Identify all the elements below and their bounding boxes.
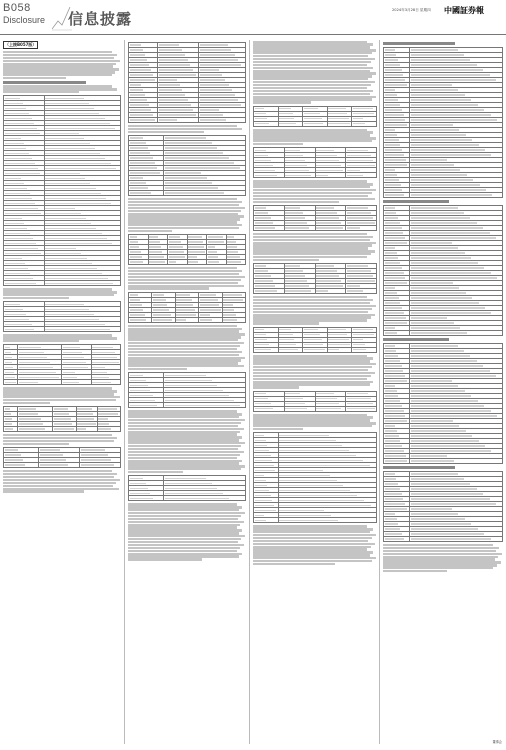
text-line [253,201,339,203]
text-line [128,354,239,356]
text-line [3,57,114,59]
text-line [3,485,113,487]
text-line [383,547,499,549]
text-line [128,521,244,523]
text-line [3,297,69,299]
text-line [3,60,120,62]
text-line [253,87,367,89]
continuation-label: （上接B057版） [5,42,37,47]
text-line [3,479,120,481]
column-divider [379,40,380,744]
text-line [383,544,493,546]
text-line [253,93,370,95]
text-line [3,476,114,478]
text-line [128,419,245,421]
text-line [128,550,237,552]
text-line [253,90,373,92]
data-table [128,292,246,323]
text-line [128,342,244,344]
section-heading [383,338,449,341]
text-line [128,457,237,459]
text-line [253,143,303,145]
text-line [128,230,172,232]
text-line [383,550,496,552]
data-table [253,391,377,412]
text-line [3,473,117,475]
text-line [3,482,116,484]
text-line [128,287,209,289]
text-line [128,128,242,130]
column-divider [124,40,125,744]
text-line [253,537,372,539]
data-table [253,327,377,353]
text-line [3,91,79,93]
text-line [128,428,244,430]
text-line [253,236,373,238]
data-table [3,95,121,286]
text-line [128,201,242,203]
data-table [3,344,121,385]
column-4 [383,40,503,744]
column-2 [128,40,246,744]
text-line [253,198,375,200]
text-line [128,544,244,546]
text-line [253,256,367,258]
text-line [128,547,240,549]
section-heading [383,42,455,45]
data-table [3,406,121,432]
text-line [253,239,370,241]
text-line [253,560,372,562]
text-line [128,276,245,278]
text-line [128,512,245,514]
text-line [3,399,116,401]
text-line [253,308,372,310]
section-heading [383,200,449,203]
text-line [3,51,112,53]
text-line [3,490,84,492]
page-number: B058 [3,2,31,14]
text-line [253,233,367,235]
text-line [383,553,502,555]
data-table [3,301,121,332]
text-line [128,210,241,212]
text-line [128,515,241,517]
text-line [128,131,204,133]
text-line [253,64,367,66]
text-line [253,101,311,103]
data-table [383,205,503,336]
text-line [253,428,303,430]
text-line [128,448,238,450]
text-line [253,55,368,57]
text-line [253,61,371,63]
data-table [3,447,121,468]
section-title: 信息披露 [68,10,133,28]
text-line [128,325,237,327]
data-table [383,343,503,464]
text-line [253,189,376,191]
text-line [253,195,368,197]
newspaper-logo: 中國証券報 [444,5,484,15]
column-3 [253,40,377,744]
text-line [253,369,368,371]
text-line [253,322,319,324]
data-table [253,432,377,523]
publication-date: 2024年3月28日 星期四 [392,8,431,12]
text-line [253,534,376,536]
text-line [128,541,238,543]
text-line [128,345,240,347]
text-line [253,311,368,313]
text-line [3,443,69,445]
text-line [253,302,370,304]
text-line [128,454,240,456]
text-line [3,440,114,442]
footer-signoff: 董事会 [492,740,502,744]
text-line [128,422,241,424]
text-line [253,192,372,194]
data-table [128,475,246,501]
text-line [253,375,371,377]
text-line [128,471,183,473]
text-line [128,538,241,540]
text-line [128,348,237,350]
text-line [253,84,371,86]
text-line [128,125,237,127]
text-line [253,386,299,388]
data-table [128,135,246,196]
text-line [128,282,238,284]
section-heading [3,81,86,84]
text-line [128,207,245,209]
text-line [253,372,375,374]
text-line [128,558,202,560]
text-line [128,279,241,281]
text-line [253,543,375,545]
header-rule [0,34,506,35]
data-table [253,205,377,231]
text-line [3,77,66,79]
text-line [128,227,239,229]
text-line [253,305,376,307]
text-line [253,259,319,261]
data-table [383,47,503,198]
text-line [128,368,187,370]
text-line [128,204,239,206]
column-1 [3,40,121,744]
data-table [253,147,377,178]
text-line [3,402,50,404]
text-line [3,54,117,56]
section-english: Disclosure [3,15,46,25]
text-line [128,351,242,353]
data-table [128,42,246,123]
text-line [253,378,367,380]
text-line [3,340,79,342]
data-table [383,471,503,542]
text-line [253,67,373,69]
text-line [253,540,368,542]
data-table [128,372,246,408]
text-line [383,570,447,572]
text-line [128,273,239,275]
text-line [128,425,238,427]
text-line [253,563,335,565]
column-divider [249,40,250,744]
data-table [128,234,246,265]
text-line [128,451,244,453]
section-heading [383,466,455,469]
text-line [253,58,375,60]
text-line [128,445,241,447]
page-header [0,0,506,40]
data-table [253,106,377,127]
text-line [128,518,238,520]
data-table [253,263,377,294]
